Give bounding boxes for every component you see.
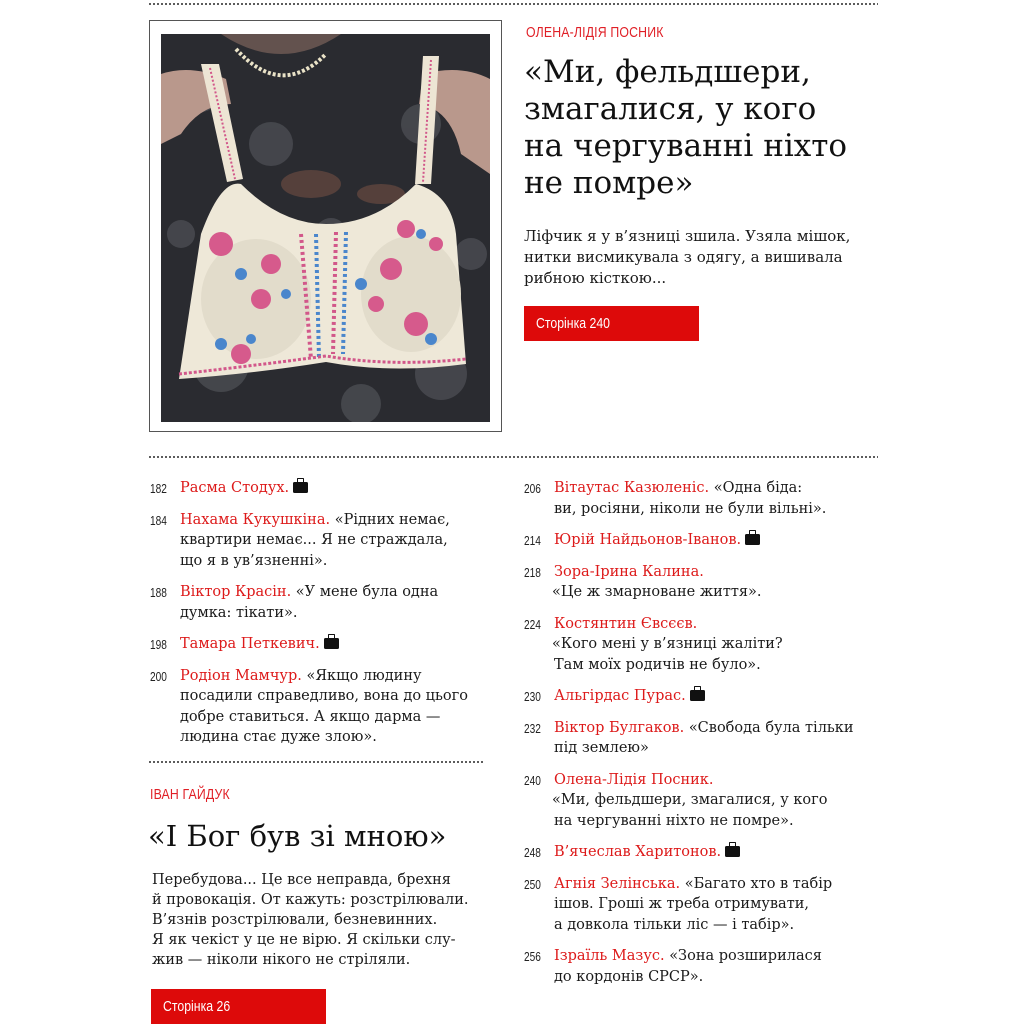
toc-person-name: В’ячеслав Харитонов. (554, 844, 722, 860)
feature-kicker-author: ОЛЕНА-ЛІДІЯ ПОСНИК (526, 24, 664, 41)
toc-entry[interactable] (524, 562, 884, 603)
lead-line: й провокація. От кажуть: розстрілювали. (152, 892, 469, 908)
toc-page-number: 182 (150, 481, 167, 496)
lead-line: нитки висмикувала з одягу, а вишивала (524, 248, 843, 266)
toc-entry[interactable] (524, 842, 884, 863)
toc-person-name: Тамара Петкевич. (180, 636, 320, 652)
embroidered-bra-image (161, 34, 490, 422)
toc-quote: «Якщо людину (306, 667, 422, 684)
toc-quote: що я в ув’язненні». (180, 552, 328, 569)
briefcase-icon (690, 690, 705, 701)
lead-line: Перебудова... Це все неправда, брехня (152, 872, 451, 888)
toc-quote: під землею» (554, 740, 649, 756)
lead-line: жив — ніколи нікого не стріляли. (152, 952, 411, 968)
top-dotted-rule (148, 3, 878, 5)
toc-quote: «Зона розширилася (669, 948, 822, 964)
toc-person-name: Віктор Булгаков. (554, 719, 685, 736)
toc-quote: людина стає дуже злою». (180, 729, 377, 745)
toc-person-name: Родіон Мамчур. (180, 667, 302, 684)
lead-line: Я як чекіст у це не вірю. Я скільки слу- (152, 932, 456, 948)
toc-quote: ви, росіяни, ніколи не були вільні». (554, 500, 827, 517)
toc-quote: «Багато хто в табір (684, 875, 833, 892)
lead-line: Ліфчик я у в’язниці зшила. Узяла мішок, (524, 227, 851, 245)
toc-quote: а довкола тільки ліс — і табір». (554, 916, 795, 933)
feature-photo (161, 34, 490, 422)
toc-quote: посадили справедливо, вона до цього (180, 688, 468, 704)
toc-entry[interactable] (150, 582, 490, 623)
toc-page-number: 218 (524, 564, 541, 580)
middle-dotted-rule (148, 456, 878, 458)
toc-quote: квартири немає... Я не страждала, (180, 532, 448, 548)
toc-person-name: Расма Стодух. (180, 480, 290, 496)
toc-quote: ішов. Гроші ж треба отримувати, (554, 896, 809, 912)
headline-line: змагалися, у кого (524, 91, 817, 127)
page-26-label: Сторінка 26 (163, 998, 231, 1015)
toc-entry[interactable] (150, 510, 490, 572)
toc-entry[interactable] (524, 718, 884, 759)
toc-entry[interactable] (150, 666, 490, 748)
toc-quote: «Одна біда: (713, 480, 803, 496)
headline-line: «Ми, фельдшери, (524, 54, 811, 90)
toc-quote: на чергуванні ніхто не помре». (554, 812, 794, 829)
toc-right-column (524, 478, 884, 998)
toc-page-number: 184 (150, 512, 167, 528)
feature-lead-2 (152, 870, 497, 970)
toc-entry[interactable] (524, 770, 884, 832)
toc-person-name: Юрій Найдьонов-Іванов. (554, 532, 742, 548)
toc-entry[interactable] (524, 686, 884, 707)
briefcase-icon (725, 846, 740, 857)
toc-quote: «Рідних немає, (334, 511, 450, 528)
toc-person-name: Альгірдас Пурас. (554, 688, 686, 704)
toc-page-number: 240 (524, 772, 541, 788)
toc-left-column (150, 478, 490, 759)
toc-entry[interactable] (524, 946, 884, 987)
toc-entry[interactable] (524, 530, 884, 551)
headline-line: не помре» (524, 165, 694, 201)
toc-person-name: Олена-Лідія Посник. (554, 771, 714, 788)
toc-quote: «Це ж змарноване життя». (552, 584, 762, 600)
toc-person-name: Агнія Зелінська. (554, 875, 681, 892)
feature-kicker-author-2: ІВАН ГАЙДУК (150, 786, 230, 803)
toc-page-number: 214 (524, 533, 541, 548)
toc-entry[interactable] (150, 478, 490, 499)
headline-line: на чергуванні ніхто (524, 128, 848, 164)
toc-quote: добре ставиться. А якщо дарма — (180, 708, 441, 725)
toc-quote: «Ми, фельдшери, змагалися, у кого (552, 792, 828, 808)
toc-person-name: Ізраїль Мазус. (554, 948, 665, 964)
toc-entry[interactable] (150, 634, 490, 655)
toc-page-number: 198 (150, 637, 167, 652)
page-26-button[interactable] (151, 989, 326, 1024)
toc-person-name: Нахама Кукушкіна. (180, 511, 331, 528)
toc-quote: «Свобода була тільки (688, 719, 854, 736)
toc-entry[interactable] (524, 478, 884, 519)
feature-headline (524, 54, 884, 202)
toc-page-number: 230 (524, 689, 541, 704)
page-240-button[interactable] (524, 306, 699, 341)
left-column-dotted-rule (148, 761, 484, 763)
toc-person-name: Костянтин Євсєєв. (554, 615, 698, 632)
toc-page-number: 206 (524, 481, 541, 496)
toc-page-number: 250 (524, 876, 541, 892)
toc-page-number: 200 (150, 668, 167, 684)
toc-page-number: 248 (524, 845, 541, 860)
briefcase-icon (293, 482, 308, 493)
toc-page-number: 188 (150, 585, 167, 600)
toc-entry[interactable] (524, 874, 884, 936)
briefcase-icon (745, 534, 760, 545)
toc-person-name: Зора-Ірина Калина. (554, 563, 704, 580)
briefcase-icon (324, 638, 339, 649)
toc-quote: думка: тікати». (180, 604, 298, 621)
feature-headline-2: «І Бог був зі мною» (148, 819, 447, 853)
toc-page-number: 232 (524, 720, 541, 736)
toc-entry[interactable] (524, 614, 884, 676)
toc-page-number: 256 (524, 949, 541, 964)
toc-person-name: Вітаутас Казюленіс. (554, 480, 710, 496)
toc-quote: «Кого мені у в’язниці жаліти? (552, 636, 783, 652)
toc-quote: Там моїх родичів не було». (554, 656, 761, 673)
toc-quote: «У мене була одна (295, 584, 439, 600)
lead-line: рибною кісткою... (524, 269, 667, 287)
page-240-label: Сторінка 240 (536, 315, 611, 332)
lead-line: В’язнів розстрілювали, безневинних. (152, 912, 438, 928)
feature-photo-frame (149, 20, 502, 432)
toc-person-name: Віктор Красін. (180, 584, 292, 600)
toc-quote: до кордонів СРСР». (554, 968, 704, 985)
toc-page-number: 224 (524, 616, 541, 632)
feature-lead (524, 226, 884, 289)
